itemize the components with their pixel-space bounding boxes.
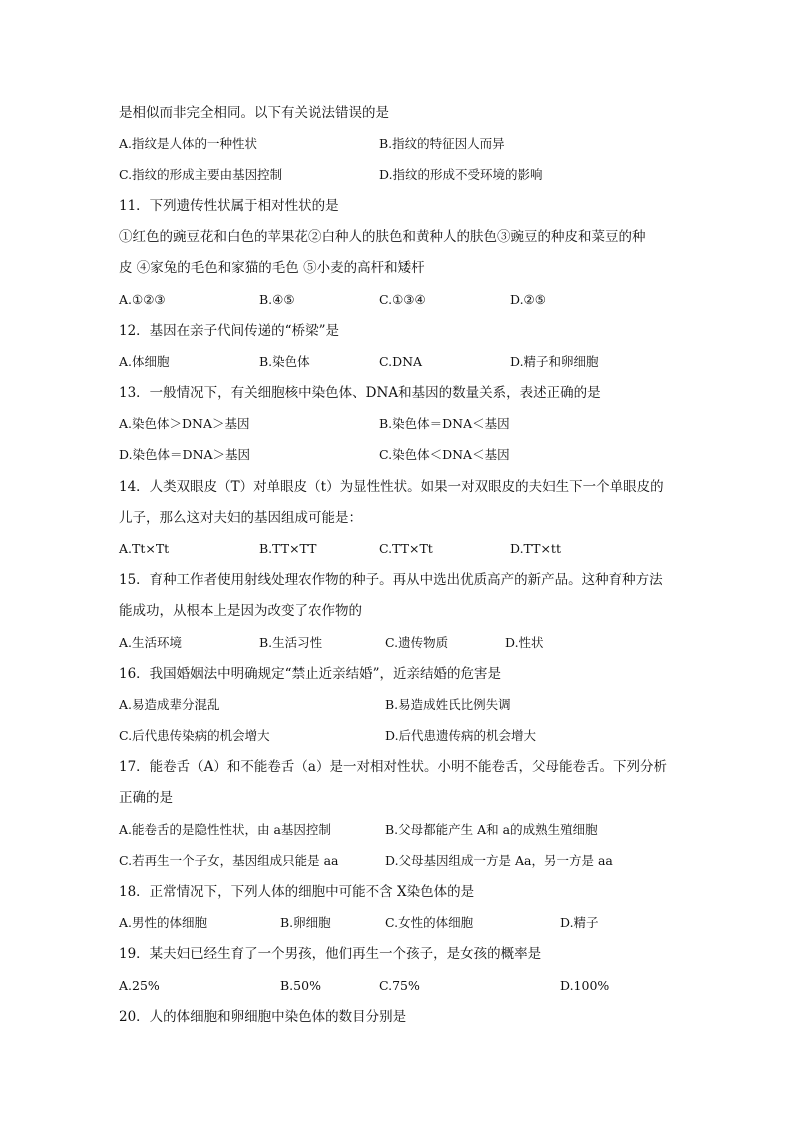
q12-option-b: B.染色体 <box>259 354 310 369</box>
q17-option-d: D.父母基因组成一方是 Aa，另一方是 aa <box>385 853 613 868</box>
q14-option-c: C.TT×Tt <box>379 541 433 556</box>
q15-stem-line1: 15．育种工作者使用射线处理农作物的种子。再从中选出优质高产的新产品。这种育种方法 <box>119 572 663 588</box>
q16-option-d: D.后代患遗传病的机会增大 <box>385 728 537 743</box>
q18-stem: 18．正常情况下，下列人体的细胞中可能不含 X染色体的是 <box>119 884 475 900</box>
q18-option-a: A.男性的体细胞 <box>119 915 208 930</box>
q12-stem: 12．基因在亲子代间传递的“桥梁”是 <box>119 323 339 339</box>
q11-option-c: C.①③④ <box>379 292 426 307</box>
q20-stem: 20．人的体细胞和卵细胞中染色体的数目分别是 <box>119 1009 407 1025</box>
q13-option-c: C.染色体＜DNA＜基因 <box>379 447 510 462</box>
q14-option-d: D.TT×tt <box>510 541 561 556</box>
q15-stem-line2: 能成功，从根本上是因为改变了农作物的 <box>119 603 362 619</box>
q10-option-a: A.指纹是人体的一种性状 <box>119 136 258 151</box>
q14-option-a: A.Tt×Tt <box>119 541 170 556</box>
q16-stem: 16．我国婚姻法中明确规定“禁止近亲结婚”，近亲结婚的危害是 <box>119 666 501 682</box>
q11-items-line2: 皮 ④家兔的毛色和家猫的毛色 ⑤小麦的高杆和矮杆 <box>119 260 425 276</box>
q15-option-c: C.遗传物质 <box>385 635 449 650</box>
q17-option-c: C.若再生一个子女，基因组成只能是 aa <box>119 853 339 868</box>
q12-option-d: D.精子和卵细胞 <box>510 354 599 369</box>
q10-stem: 是相似而非完全相同。以下有关说法错误的是 <box>119 105 389 121</box>
q16-option-a: A.易造成辈分混乱 <box>119 697 220 712</box>
q17-option-b: B.父母都能产生 A和 a的成熟生殖细胞 <box>385 822 598 837</box>
q17-stem-line2: 正确的是 <box>119 790 173 806</box>
q15-option-b: B.生活习性 <box>259 635 323 650</box>
q12-option-a: A.体细胞 <box>119 354 170 369</box>
q11-option-d: D.②⑤ <box>510 292 546 307</box>
q16-option-c: C.后代患传染病的机会增大 <box>119 728 270 743</box>
q11-option-a: A.①②③ <box>119 292 166 307</box>
q14-stem-line2: 儿子，那么这对夫妇的基因组成可能是： <box>119 510 362 526</box>
q18-option-d: D.精子 <box>560 915 599 930</box>
q19-option-d: D.100% <box>560 978 610 993</box>
q10-option-d: D.指纹的形成不受环境的影响 <box>379 167 543 182</box>
q19-stem: 19．某夫妇已经生育了一个男孩，他们再生一个孩子，是女孩的概率是 <box>119 946 542 962</box>
q10-option-b: B.指纹的特征因人而异 <box>379 136 505 151</box>
q13-option-b: B.染色体＝DNA＜基因 <box>379 416 510 431</box>
q18-option-c: C.女性的体细胞 <box>385 915 474 930</box>
q14-stem-line1: 14．人类双眼皮（T）对单眼皮（t）为显性性状。如果一对双眼皮的夫妇生下一个单眼皮的 <box>119 479 664 495</box>
q11-stem: 11．下列遗传性状属于相对性状的是 <box>119 198 339 214</box>
q12-option-c: C.DNA <box>379 354 423 369</box>
q17-stem-line1: 17．能卷舌（A）和不能卷舌（a）是一对相对性状。小明不能卷舌，父母能卷舌。下列分析 <box>119 759 667 775</box>
q13-option-d: D.染色体＝DNA＞基因 <box>119 447 251 462</box>
q17-option-a: A.能卷舌的是隐性性状，由 a基因控制 <box>119 822 331 837</box>
q19-option-c: C.75% <box>379 978 420 993</box>
q11-items-line1: ①红色的豌豆花和白色的苹果花②白种人的肤色和黄种人的肤色③豌豆的种皮和菜豆的种 <box>119 229 646 245</box>
q18-option-b: B.卵细胞 <box>280 915 331 930</box>
q14-option-b: B.TT×TT <box>259 541 317 556</box>
q16-option-b: B.易造成姓氏比例失调 <box>385 697 511 712</box>
q11-option-b: B.④⑤ <box>259 292 295 307</box>
q10-option-c: C.指纹的形成主要由基因控制 <box>119 167 283 182</box>
q13-option-a: A.染色体＞DNA＞基因 <box>119 416 250 431</box>
q15-option-a: A.生活环境 <box>119 635 183 650</box>
q13-stem: 13．一般情况下，有关细胞核中染色体、DNA和基因的数量关系，表述正确的是 <box>119 385 601 401</box>
q19-option-b: B.50% <box>280 978 321 993</box>
q15-option-d: D.性状 <box>505 635 544 650</box>
q19-option-a: A.25% <box>119 978 160 993</box>
